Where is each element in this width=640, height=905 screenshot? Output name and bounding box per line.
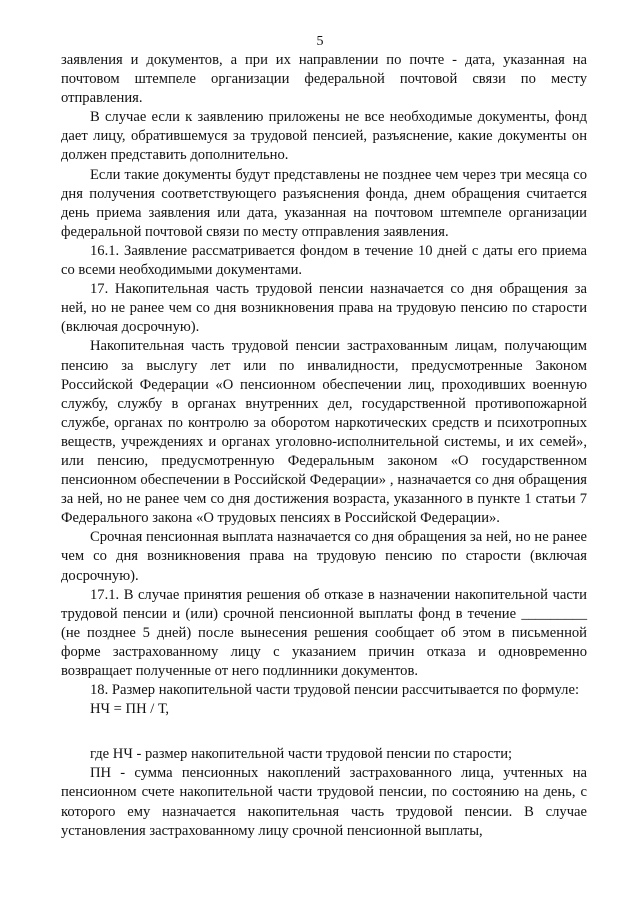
paragraph-18: 18. Размер накопительной части трудовой пенсии рассчитывается по формуле: — [90, 682, 579, 699]
paragraph-pn-definition: ПН - сумма пенсионных накоплений застрахованного лица, учтенных на пенсионном счете накопительной части трудовой пенсии, по состоянию на день, с которого ему назначается накопительная часть трудовой пенсии. В случае установления застрахованному лицу срочной пенсионной выплаты, — [61, 765, 587, 839]
paragraph-17-1: 17.1. В случае принятия решения об отказе в назначении накопительной части трудовой пенсии и (или) срочной пенсионной выплаты фонд в течение _________ (не позднее 5 дней) после вынесения решения сообщает об этом в письменной форме застрахованному лицу с указанием причин отказа и одновременно возвращает полученные от него подлинники документов. — [61, 586, 587, 679]
formula: НЧ = ПН / Т, — [90, 701, 170, 718]
paragraph-continuation: заявления и документов, а при их направлении по почте - дата, указанная на почтовом штемпеле организации федеральной почтовой связи по месту отправления. — [61, 52, 587, 107]
paragraph-17: 17. Накопительная часть трудовой пенсии назначается со дня обращения за ней, но не ранее чем со дня возникновения права на трудовую пенсию по старости (включая досрочную). — [61, 281, 587, 336]
document-body — [61, 51, 587, 841]
paragraph-missing-documents: В случае если к заявлению приложены не все необходимые документы, фонд дает лицу, обратившемуся за трудовой пенсией, разъяснение, какие документы он должен представить дополнительно. — [61, 109, 587, 164]
paragraph-16-1: 16.1. Заявление рассматривается фондом в течение 10 дней с даты его приема со всеми необходимыми документами. — [61, 242, 587, 279]
paragraph-17-insured-persons: Накопительная часть трудовой пенсии застрахованным лицам, получающим пенсию за выслугу лет или по инвалидности, предусмотренные Законом Российской Федерации «О пенсионном обеспечении лиц, проходивших военную службу, службу в органах внутренних дел, государственной противопожарной службе, органах по контролю за оборотом наркотических средств и психотропных веществ, учреждениях и органах уголовно-исполнительной системы, и их семей», или пенсию, предусмотренную Федеральным законом «О государственном пенсионном обеспечении в Российской Федерации» , назначается со дня обращения за ней, но не ранее чем со дня достижения возраста, указанного в пункте 1 статьи 7 Федерального закона «О трудовых пенсиях в Российской Федерации». — [61, 338, 587, 527]
page-number: 5 — [316, 34, 324, 49]
paragraph-17-urgent-payment: Срочная пенсионная выплата назначается со дня обращения за ней, но не ранее чем со дня возникновения права на трудовую пенсию по старости (включая досрочную). — [61, 529, 587, 584]
blank-line — [61, 719, 587, 745]
paragraph-documents-deadline: Если такие документы будут представлены не позднее чем через три месяца со дня получения соответствующего разъяснения фонда, днем обращения считается день приема заявления или дата, указанная на почтовом штемпеле организации федеральной почтовой связи по месту отправления заявления. — [61, 166, 587, 240]
paragraph-where-nch: где НЧ - размер накопительной части трудовой пенсии по старости; — [90, 746, 513, 763]
